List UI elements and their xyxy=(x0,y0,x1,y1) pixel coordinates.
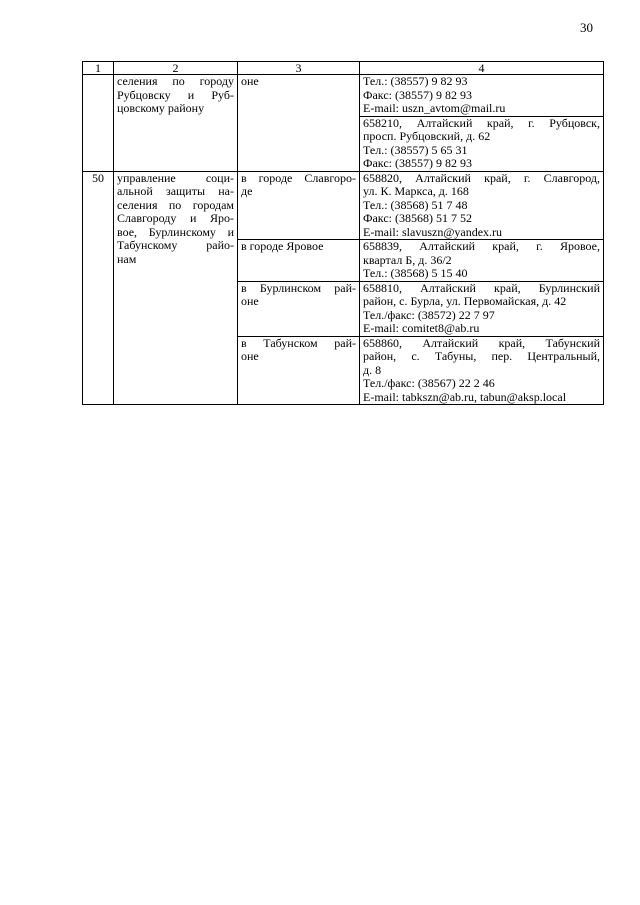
cont-location-line: оне xyxy=(241,74,259,88)
location-line: в городе Славгоро- xyxy=(241,170,356,185)
contacts-table xyxy=(82,61,604,405)
cont-address-cell-1 xyxy=(360,75,604,117)
table-row-50 xyxy=(83,171,604,240)
org-line: управление соци- xyxy=(117,170,234,185)
address-line: Факс: (38557) 9 82 93 xyxy=(363,87,472,102)
location-line: в городе Яровое xyxy=(241,239,324,253)
location-cell-yarovoe xyxy=(238,240,360,282)
address-line: просп. Рубцовский, д. 62 xyxy=(363,129,491,143)
address-line: Тел.: (38568) 5 15 40 xyxy=(363,266,468,280)
address-line: квартал Б, д. 36/2 xyxy=(363,252,452,267)
address-line: 658839, Алтайский край, г. Яровое, xyxy=(363,239,600,253)
address-line: 658810, Алтайский край, Бурлинский xyxy=(363,280,600,295)
table-row-continued xyxy=(83,75,604,117)
address-cell-slavgorod xyxy=(360,171,604,240)
location-line: де xyxy=(241,184,253,198)
location-cell-slavgorod xyxy=(238,171,360,240)
address-cell-burla xyxy=(360,281,604,336)
address-line: E-mail: tabkszn@ab.ru, tabun@aksp.local xyxy=(363,389,567,404)
cont-org-cell xyxy=(114,75,238,172)
org-line: селения по городам xyxy=(117,197,234,212)
address-line: E-mail: slavuszn@yandex.ru xyxy=(363,224,503,239)
header-cell-3: 3 xyxy=(238,62,360,75)
location-cell-burla xyxy=(238,281,360,336)
location-cell-tabuny xyxy=(238,336,360,405)
header-row xyxy=(83,62,604,75)
org-line: нам xyxy=(117,251,137,266)
org-line: Табунскому райо- xyxy=(117,238,234,252)
address-cell-yarovoe xyxy=(360,240,604,282)
location-line: в Бурлинском рай- xyxy=(241,280,356,295)
cont-org-line: селения по городу xyxy=(117,74,234,88)
location-line: оне xyxy=(241,349,259,363)
address-cell-tabuny xyxy=(360,336,604,405)
cont-org-line: Рубцовску и Руб- xyxy=(117,87,234,102)
cont-location-cell xyxy=(238,75,360,172)
header-cell-2: 2 xyxy=(114,62,238,75)
address-line: 658860, Алтайский край, Табунский xyxy=(363,335,600,350)
address-line: д. 8 xyxy=(363,362,382,377)
address-line: E-mail: uszn_avtom@mail.ru xyxy=(363,101,506,115)
address-line: ул. К. Маркса, д. 168 xyxy=(363,184,469,198)
address-line: E-mail: comitet8@ab.ru xyxy=(363,321,480,335)
org-name-cell xyxy=(114,171,238,405)
cont-org-line: цовскому району xyxy=(117,101,205,115)
location-line: оне xyxy=(241,294,259,308)
org-line: Славгороду и Яро- xyxy=(117,211,234,225)
cont-address-cell-2 xyxy=(360,116,604,171)
address-line: Тел.: (38557) 9 82 93 xyxy=(363,74,468,88)
header-cell-1: 1 xyxy=(83,62,114,75)
address-line: Тел./факс: (38572) 22 7 97 xyxy=(363,307,495,322)
address-line: район, с. Бурла, ул. Первомайская, д. 42 xyxy=(363,294,567,308)
address-line: 658210, Алтайский край, г. Рубцовск, xyxy=(363,115,600,130)
address-line: Тел.: (38568) 51 7 48 xyxy=(363,197,468,212)
row-number-cell: 50 xyxy=(83,171,114,405)
cont-number-cell xyxy=(83,75,114,172)
address-line: Тел.: (38557) 5 65 31 xyxy=(363,142,468,157)
address-line: Тел./факс: (38567) 22 2 46 xyxy=(363,376,495,390)
address-line: Факс: (38557) 9 82 93 xyxy=(363,156,472,170)
header-cell-4: 4 xyxy=(360,62,604,75)
org-line: вое, Бурлинскому и xyxy=(117,224,234,239)
address-line: 658820, Алтайский край, г. Славгород, xyxy=(363,170,600,185)
address-line: район, с. Табуны, пер. Центральный, xyxy=(363,349,600,363)
address-line: Факс: (38568) 51 7 52 xyxy=(363,211,472,225)
location-line: в Табунском рай- xyxy=(241,335,356,350)
org-line: альной защиты на- xyxy=(117,184,234,198)
page-number: 30 xyxy=(580,20,593,35)
